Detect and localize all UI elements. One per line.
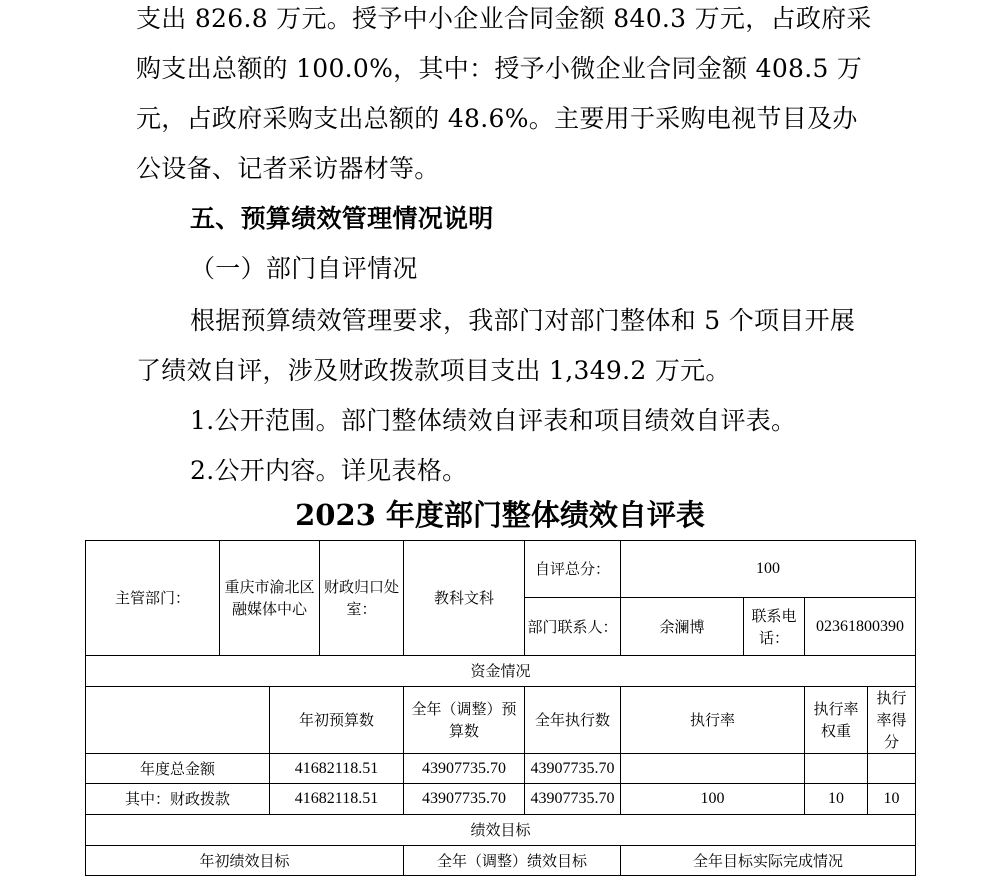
sub-heading: （一）部门自评情况 (190, 254, 418, 283)
list-item-content: 2.公开内容。详见表格。 (190, 456, 468, 485)
table-row (86, 754, 916, 784)
col-initial-budget: 年初预算数 (270, 687, 404, 754)
col-adjusted-budget: 全年（调整）预算数 (404, 687, 525, 754)
cell-weight: 10 (805, 784, 868, 815)
phone-value: 02361800390 (805, 598, 916, 656)
col-rate-score: 执行率得分 (868, 687, 916, 754)
contact-label: 部门联系人： (525, 598, 621, 656)
score-label: 自评总分： (525, 541, 621, 598)
list-item-scope: 1.公开范围。部门整体绩效自评表和项目绩效自评表。 (190, 406, 797, 435)
cell-adjusted: 43907735.70 (404, 754, 525, 784)
finance-office-label: 财政归口处室： (320, 541, 404, 656)
row-label: 年度总金额 (86, 754, 270, 784)
cell-executed: 43907735.70 (525, 784, 621, 815)
col-actual-completion: 全年目标实际完成情况 (621, 846, 916, 876)
section-heading: 五、预算绩效管理情况说明 (190, 204, 494, 233)
finance-office-value: 教科文科 (404, 541, 525, 656)
dept-label: 主管部门： (86, 541, 220, 656)
cell-rate (621, 754, 805, 784)
col-initial-goals: 年初绩效目标 (86, 846, 404, 876)
phone-label: 联系电话： (744, 598, 805, 656)
evaluation-table (85, 540, 916, 876)
cell-rate: 100 (621, 784, 805, 815)
col-execution-rate: 执行率 (621, 687, 805, 754)
paragraph-self-evaluation: 根据预算绩效管理要求，我部门对部门整体和 5 个项目开展了绩效自评，涉及财政拨款项目支出 1,349.2 万元。 (136, 306, 856, 385)
funds-header-blank (86, 687, 270, 754)
contact-value: 余澜博 (621, 598, 744, 656)
col-rate-weight: 执行率权重 (805, 687, 868, 754)
row-label: 其中：财政拨款 (86, 784, 270, 815)
cell-executed: 43907735.70 (525, 754, 621, 784)
goals-section-header: 绩效目标 (86, 815, 916, 846)
col-executed: 全年执行数 (525, 687, 621, 754)
cell-initial: 41682118.51 (270, 784, 404, 815)
funds-section-header: 资金情况 (86, 656, 916, 687)
cell-score: 10 (868, 784, 916, 815)
cell-weight (805, 754, 868, 784)
cell-initial: 41682118.51 (270, 754, 404, 784)
paragraph-procurement: 支出 826.8 万元。授予中小企业合同金额 840.3 万元，占政府采购支出总额的 100.0%，其中：授予小微企业合同金额 408.5 万元，占政府采购支出总额的 48.6%。主要用于采购电视节目及办公设备、记者采访器材等。 (136, 4, 872, 183)
table-title: 2023 年度部门整体绩效自评表 (295, 498, 705, 532)
table-row (86, 784, 916, 815)
cell-score (868, 754, 916, 784)
dept-value: 重庆市渝北区融媒体中心 (220, 541, 320, 656)
score-value: 100 (621, 541, 916, 598)
cell-adjusted: 43907735.70 (404, 784, 525, 815)
col-adjusted-goals: 全年（调整）绩效目标 (404, 846, 621, 876)
